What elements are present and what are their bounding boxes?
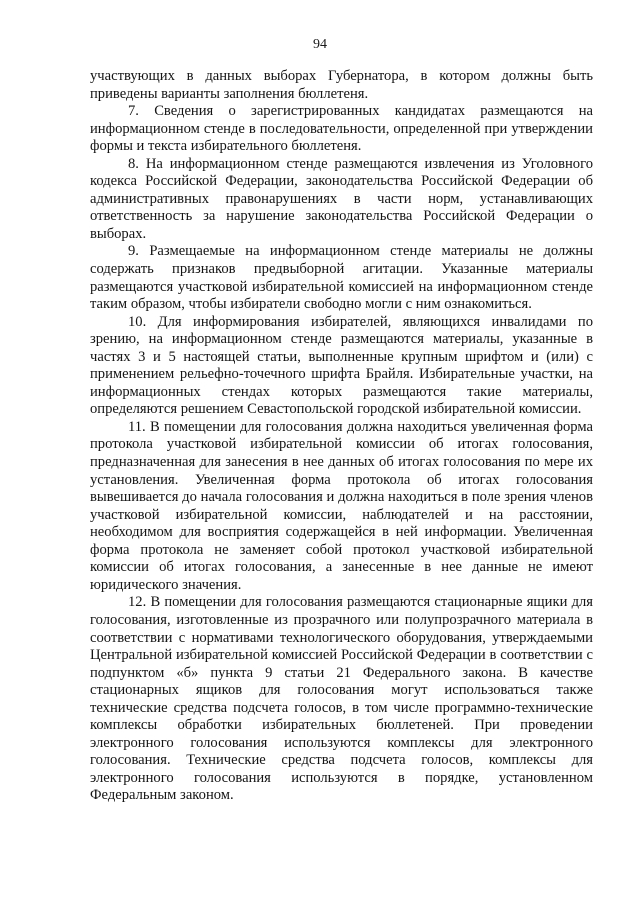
paragraph-continuation: участвующих в данных выборах Губернатора, в котором должны быть приведены варианты заполнения бюллетеня. bbox=[90, 68, 593, 102]
paragraph-8: 8. На информационном стенде размещаются извлечения из Уголовного кодекса Российской Федерации, законодательства Российской Федерации об административных правонарушениях в части норм, устанавливающих ответственность за нарушение законодательства Российской Федерации о выборах. bbox=[90, 155, 593, 242]
page-number: 94 bbox=[313, 37, 327, 52]
paragraph-10: 10. Для информирования избирателей, являющихся инвалидами по зрению, на информационном стенде размещаются материалы, указанные в частях 3 и 5 настоящей статьи, выполненные крупным шрифтом и (или) с применением рельефно-точечного шрифта Брайля. Избирательные участки, на информационных стендах которых размещаются такие материалы, определяются решением Севастопольской городской избирательной комиссии. bbox=[90, 313, 593, 418]
paragraph-7: 7. Сведения о зарегистрированных кандидатах размещаются на информационном стенде в последовательности, определенной при утверждении формы и текста избирательного бюллетеня. bbox=[90, 103, 593, 155]
document-body bbox=[90, 68, 593, 805]
paragraph-11: 11. В помещении для голосования должна находиться увеличенная форма протокола участковой избирательной комиссии об итогах голосования, предназначенная для занесения в нее данных об итогах голосования по мере их установления. Увеличенная форма протокола об итогах голосования вывешивается до начала голосования и должна находиться в поле зрения членов участковой избирательной комиссии, наблюдателей и на расстоянии, необходимом для восприятия содержащейся в ней информации. Увеличенная форма протокола не заменяет собой протокол участковой избирательной комиссии об итогах голосования, а занесенные в нее данные не имеют юридического значения. bbox=[90, 418, 593, 593]
paragraph-12: 12. В помещении для голосования размещаются стационарные ящики для голосования, изготовленные из прозрачного или полупрозрачного материала в соответствии с нормативами технологического оборудования, утверждаемыми Центральной избирательной комиссией Российской Федерации в соответствии с подпунктом «б» пункта 9 статьи 21 Федерального закона. В качестве стационарных ящиков для голосования могут использоваться также технические средства подсчета голосов, в том числе программно-технические комплексы обработки избирательных бюллетеней. При проведении электронного голосования используются комплексы для электронного голосования. Технические средства подсчета голосов, комплексы для электронного голосования используются в порядке, установленном Федеральным законом. bbox=[90, 594, 593, 804]
paragraph-9: 9. Размещаемые на информационном стенде материалы не должны содержать признаков предвыборной агитации. Указанные материалы размещаются участковой избирательной комиссией на информационном стенде таким образом, чтобы избиратели свободно могли с ним ознакомиться. bbox=[90, 243, 593, 313]
